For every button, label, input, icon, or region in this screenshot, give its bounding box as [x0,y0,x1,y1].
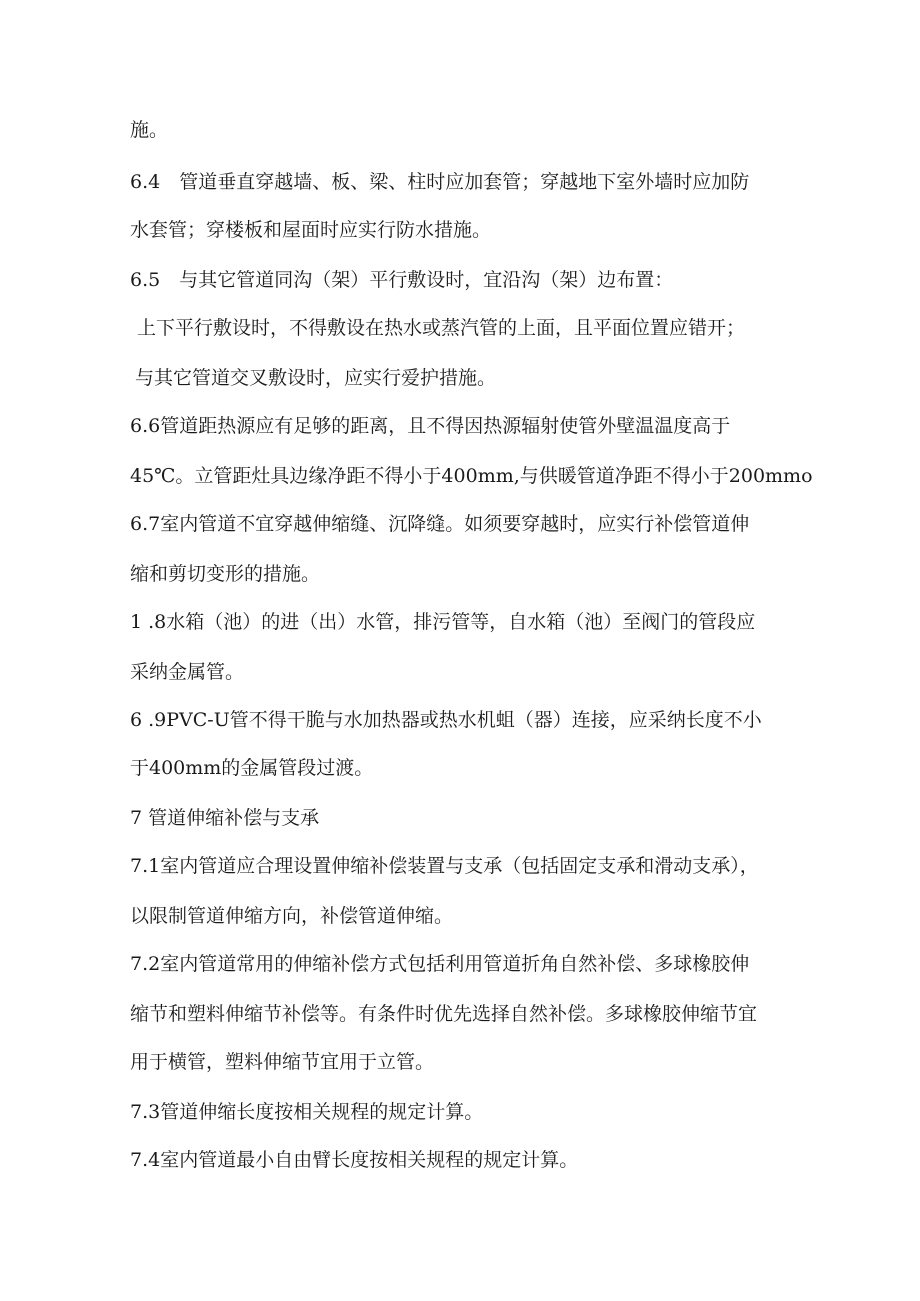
section-7-3-line: 7.3管道伸缩长度按相关规程的规定计算。 [130,1101,484,1123]
section-6-5-line-1: 6.5 与其它管道同沟（架）平行敷设时，宜沿沟（架）边布置： [130,269,674,291]
section-7-4-line: 7.4室内管道最小自由臂长度按相关规程的规定计算。 [130,1149,579,1171]
section-7-2-line-2: 缩节和塑料伸缩节补偿等。有条件时优先选择自然补偿。多球橡胶伸缩节宜 [130,1003,758,1025]
section-6-9-line-2: 于400mm的金属管段过渡。 [130,757,374,779]
section-7-1-line-1: 7.1室内管道应合理设置伸缩补偿装置与支承（包括固定支承和滑动支承）， [130,855,759,877]
section-7-1-line-2: 以限制管道伸缩方向，补偿管道伸缩。 [130,905,454,927]
section-6-5-line-2: 上下平行敷设时，不得敷设在热水或蒸汽管的上面，且平面位置应错开； [137,317,746,339]
section-6-6-line-2: 45℃。立管距灶具边缘净距不得小于400mm,与供暖管道净距不得小于200mmo [130,465,813,487]
section-6-7-line-1: 6.7室内管道不宜穿越伸缩缝、沉降缝。如须要穿越时，应实行补偿管道伸 [130,513,750,535]
section-6-8-line-1: 1 .8水箱（池）的进（出）水管，排污管等，自水箱（池）至阀门的管段应 [130,611,756,633]
section-6-5-line-3: 与其它管道交叉敷设时，应实行爱护措施。 [135,367,497,389]
section-6-4-line-2: 水套管；穿楼板和屋面时应实行防水措施。 [130,219,492,241]
section-6-8-line-2: 采纳金属管。 [130,661,245,683]
section-6-6-line-1: 6.6管道距热源应有足够的距离，且不得因热源辐射使管外壁温温度高于 [130,415,731,437]
section-7-2-line-1: 7.2室内管道常用的伸缩补偿方式包括利用管道折角自然补偿、多球橡胶伸 [130,953,750,975]
section-6-4-line-1: 6.4 管道垂直穿越墙、板、梁、柱时应加套管；穿越地下室外墙时应加防 [130,171,750,193]
section-6-7-line-2: 缩和剪切变形的措施。 [130,563,321,585]
section-6-9-line-1: 6 .9PVC-U管不得干脆与水加热器或热水机蛆（器）连接，应采纳长度不小 [130,709,762,731]
section-7-heading: 7 管道伸缩补偿与支承 [130,807,320,829]
section-7-2-line-3: 用于横管，塑料伸缩节宜用于立管。 [130,1051,435,1073]
text-line: 施。 [130,119,169,141]
